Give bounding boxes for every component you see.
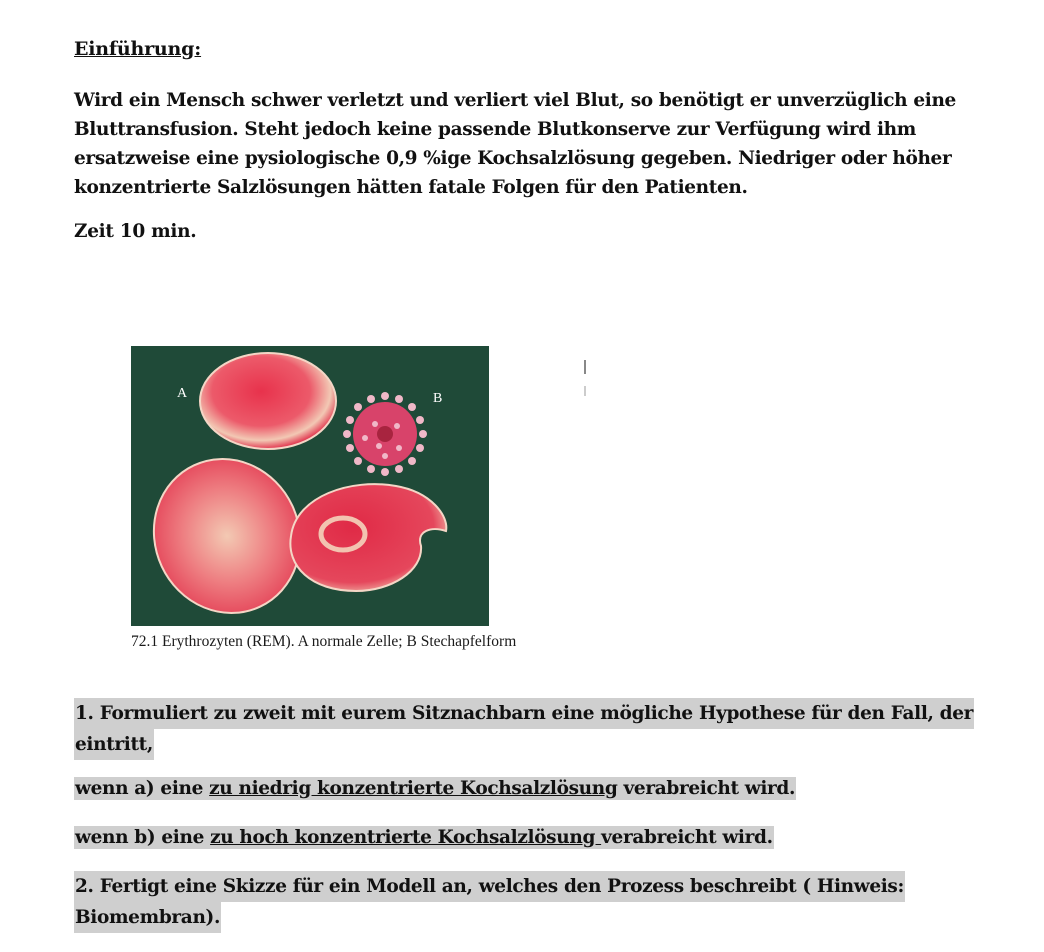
task-1 [74,698,974,760]
intro-line: ersatzweise eine pysiologische 0,9 %ige Kochsalzlösung gegeben. Niedriger oder höher [74,148,952,169]
section-heading: Einführung: [74,38,202,60]
task-1a-underlined: zu niedrig konzentrierte Kochsalzlösung [209,778,618,799]
task-1-line-1: 1. Formuliert zu zweit mit eurem Sitznachbarn eine mögliche Hypothese für den Fall, der [74,698,974,729]
figure-caption: 72.1 Erythrozyten (REM). A normale Zelle; B Stechapfelform [131,633,517,650]
label-a: A [177,386,188,401]
intro-line: Wird ein Mensch schwer verletzt und verliert viel Blut, so benötigt er unverzüglich eine [74,90,956,111]
task-2-line-1: 2. Fertigt eine Skizze für ein Modell an, welches den Prozess beschreibt ( Hinweis: [74,871,905,902]
intro-line: Bluttransfusion. Steht jedoch keine passende Blutkonserve zur Verfügung wird ihm [74,119,916,140]
task-1b-prefix: wenn b) eine [75,827,211,848]
time-limit: Zeit 10 min. [74,221,197,242]
task-2-line-2: Biomembran). [74,902,221,933]
echinocyte-cell [343,392,427,476]
label-b: B [433,391,443,406]
task-1a-prefix: wenn a) eine [75,778,210,799]
scan-artifact [584,360,587,400]
task-1a [74,774,796,803]
task-1b-suffix: verabreicht wird. [601,827,773,848]
task-2 [74,871,905,933]
erythrocyte-figure [131,346,489,626]
intro-paragraph [74,86,954,202]
task-1b-underlined: zu hoch konzentrierte Kochsalzlösung [210,827,602,848]
task-1b-highlight [74,826,774,849]
task-1b [74,823,774,852]
intro-line: konzentrierte Salzlösungen hätten fatale Folgen für den Patienten. [74,177,748,198]
task-1a-highlight [74,777,796,800]
erythrocyte-image [131,346,489,626]
task-1a-suffix: verabreicht wird. [617,778,796,799]
task-1-line-2: eintritt, [74,729,154,760]
